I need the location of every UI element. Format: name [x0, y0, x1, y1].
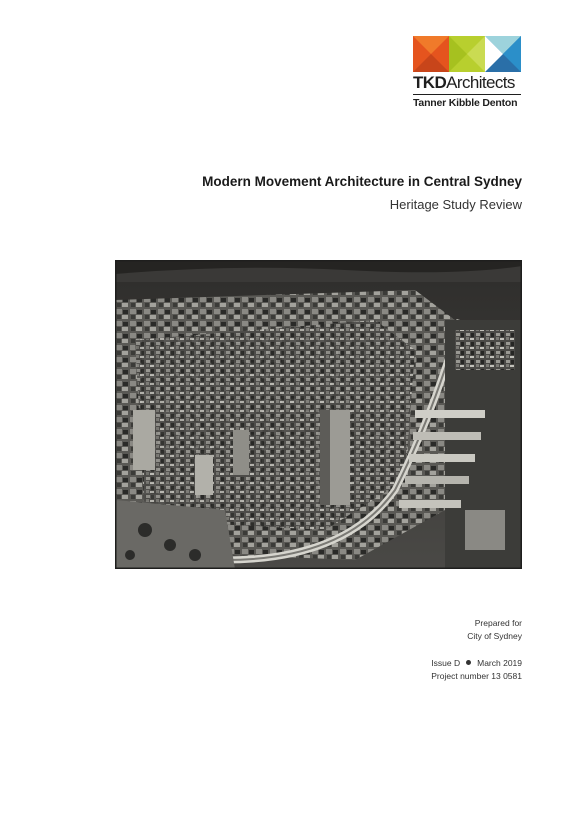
aerial-photo-image	[115, 260, 522, 569]
issue-date: March 2019	[477, 658, 522, 668]
client-name: City of Sydney	[467, 631, 522, 641]
logo-wordmark	[413, 72, 521, 94]
logo-tagline: Tanner Kibble Denton	[413, 97, 518, 109]
logo-triangles-icon	[413, 36, 521, 72]
document-subtitle: Heritage Study Review	[389, 197, 522, 212]
issue-label: Issue D	[431, 658, 461, 668]
issue-line	[431, 657, 522, 670]
logo-name-bold: TKD	[413, 73, 447, 92]
tkd-logo	[413, 36, 521, 109]
project-number: Project number 13 0581	[431, 671, 522, 681]
logo-divider	[413, 94, 521, 95]
prepared-for-label: Prepared for	[474, 618, 522, 628]
bullet-dot-icon	[466, 660, 471, 665]
document-title: Modern Movement Architecture in Central Sydney	[202, 174, 522, 189]
aerial-city-photo	[115, 260, 522, 569]
logo-name-regular: Architects	[446, 73, 515, 92]
